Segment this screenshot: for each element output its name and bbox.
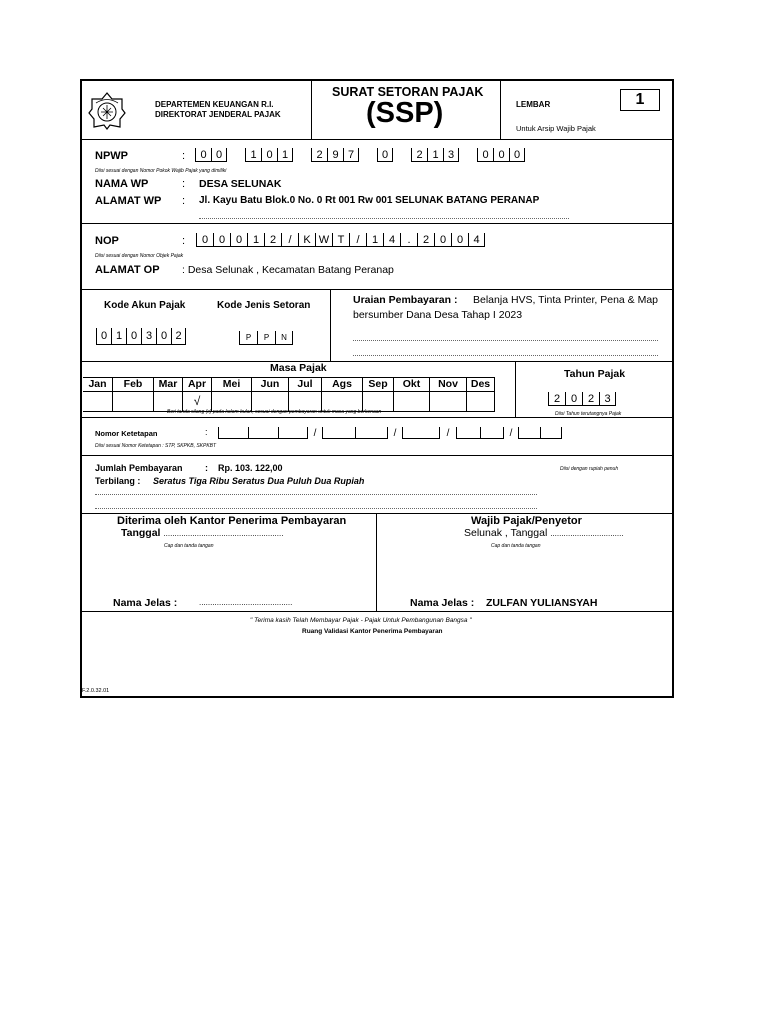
kode-jenis-digit: P — [239, 331, 257, 345]
alamat-op-value: : Desa Selunak , Kecamatan Batang Peranap — [182, 264, 394, 276]
nop-label: NOP — [95, 235, 119, 247]
nama-wp-colon: : — [182, 178, 186, 190]
month-header: Nov — [430, 377, 466, 392]
form-title: SURAT SETORAN PAJAK — [332, 85, 484, 99]
nop-boxes — [196, 233, 485, 247]
npwp-digit: 7 — [343, 148, 359, 162]
lembar-number: 1 — [635, 91, 645, 108]
nop-digit: 0 — [230, 233, 247, 247]
month-column — [113, 377, 154, 412]
thanks-message: " Terima kasih Telah Membayar Pajak - Pajak Untuk Pembangunan Bangsa " — [250, 617, 472, 624]
nop-digit: 0 — [451, 233, 468, 247]
nop-digit: 2 — [264, 233, 281, 247]
nomor-ketetapan-note: Diisi sesuai Nomor Ketetapan : STP, SKPKB, SKPKBT — [95, 443, 217, 449]
penyetor-nama-value: ZULFAN YULIANSYAH — [486, 597, 598, 609]
npwp-digit: 1 — [427, 148, 443, 162]
penerima-nama-dots: .......................................... — [199, 598, 293, 607]
penyetor-tanggal-dots: ................................. — [550, 529, 624, 538]
month-column — [154, 377, 183, 412]
month-column — [252, 377, 289, 412]
tahun-pajak-digit: 3 — [599, 392, 616, 406]
uraian-line1: Belanja HVS, Tinta Printer, Pena & Map — [473, 294, 659, 306]
month-header: Mei — [212, 377, 251, 392]
npwp-digit: 0 — [477, 148, 493, 162]
nama-wp-label: NAMA WP — [95, 178, 149, 190]
penyetor-tanggal — [464, 527, 624, 539]
masa-pajak-table — [83, 377, 495, 412]
month-header: Jul — [289, 377, 321, 392]
tahun-pajak-note: Diisi Tahun terutangnya Pajak — [555, 411, 622, 417]
kode-akun-digit: 0 — [96, 328, 111, 345]
month-column — [212, 377, 252, 412]
month-column — [183, 377, 212, 412]
nop-colon: : — [182, 235, 186, 247]
nop-digit: 4 — [468, 233, 485, 247]
nop-digit: 4 — [383, 233, 400, 247]
lembar-note: Untuk Arsip Wajib Pajak — [516, 124, 596, 133]
month-column — [363, 377, 394, 412]
terbilang-value: Seratus Tiga Ribu Seratus Dua Puluh Dua Rupiah — [153, 476, 365, 486]
nomor-ketetapan-boxes: / / / / — [218, 427, 562, 439]
npwp-digit: 0 — [261, 148, 277, 162]
kode-akun-digit: 3 — [141, 328, 156, 345]
masa-pajak-label: Masa Pajak — [270, 362, 327, 374]
tahun-pajak-boxes — [548, 392, 616, 406]
uraian-line2: bersumber Dana Desa Tahap I 2023 — [353, 309, 523, 321]
alamat-wp-label: ALAMAT WP — [95, 195, 162, 207]
nop-note: Diisi sesuai dengan Nomor Objek Pajak — [95, 253, 184, 259]
month-column — [430, 377, 467, 412]
npwp-digit: 0 — [377, 148, 393, 162]
month-column — [322, 377, 363, 412]
nomor-ketetapan-colon: : — [205, 427, 208, 437]
nop-digit: T — [332, 233, 349, 247]
nop-digit: 0 — [196, 233, 213, 247]
directorate-name: DIREKTORAT JENDERAL PAJAK — [155, 110, 281, 119]
npwp-digit: 0 — [493, 148, 509, 162]
tahun-pajak-digit: 2 — [548, 392, 565, 406]
validasi-label: Ruang Validasi Kantor Penerima Pembayaran — [302, 628, 443, 635]
kode-akun-digit: 2 — [171, 328, 186, 345]
tahun-pajak-label: Tahun Pajak — [564, 368, 626, 380]
npwp-digit: 0 — [509, 148, 525, 162]
npwp-colon: : — [182, 150, 186, 162]
ministry-emblem-icon — [88, 91, 126, 131]
penerima-title: Diterima oleh Kantor Penerima Pembayaran — [117, 515, 347, 527]
lembar-number-box — [620, 89, 660, 111]
kode-akun-label: Kode Akun Pajak — [104, 300, 186, 311]
npwp-boxes — [195, 148, 525, 162]
nop-digit: K — [298, 233, 315, 247]
jumlah-note: Diisi dengan rupiah penuh — [560, 466, 619, 472]
alamat-wp-value: Jl. Kayu Batu Blok.0 No. 0 Rt 001 Rw 001 SELUNAK BATANG PERANAP — [199, 195, 540, 206]
nop-digit: 0 — [213, 233, 230, 247]
month-check-cell — [113, 392, 153, 412]
kode-jenis-label: Kode Jenis Setoran — [217, 300, 311, 311]
kode-akun-digit: 0 — [126, 328, 141, 345]
month-check-cell — [83, 392, 112, 412]
month-header: Feb — [113, 377, 153, 392]
penyetor-tanggal-text: Selunak , Tanggal — [464, 527, 548, 539]
penerima-tanggal-label: Tanggal — [121, 527, 161, 539]
nop-digit: 0 — [434, 233, 451, 247]
masa-pajak-note: Beri tanda silang (x) pada kolom bulan, sesuai dengan pembayaran untuk masa yang berkenaan — [167, 409, 382, 415]
terbilang-label: Terbilang : — [95, 476, 141, 486]
penerima-tanggal — [121, 527, 283, 539]
nop-digit: W — [315, 233, 332, 247]
npwp-digit: 1 — [245, 148, 261, 162]
kode-akun-digit: 0 — [156, 328, 171, 345]
form-id: F.2.0.32.01 — [82, 688, 110, 694]
penerima-tanggal-dots: ...................................................... — [163, 529, 284, 538]
month-header: Jan — [83, 377, 112, 392]
month-header: Mar — [154, 377, 182, 392]
penerima-nama-label: Nama Jelas : — [113, 597, 178, 609]
penyetor-title: Wajib Pajak/Penyetor — [471, 515, 582, 527]
form-code: (SSP) — [366, 97, 444, 129]
npwp-digit: 2 — [411, 148, 427, 162]
ssp-form — [80, 79, 674, 698]
penyetor-cap-note: Cap dan tanda tangan — [491, 543, 541, 549]
kode-jenis-digit: N — [275, 331, 293, 345]
lembar-label: LEMBAR — [516, 100, 551, 109]
npwp-label: NPWP — [95, 150, 128, 162]
month-header: Des — [467, 377, 494, 392]
npwp-digit: 2 — [311, 148, 327, 162]
tahun-pajak-digit: 0 — [565, 392, 582, 406]
department-name: DEPARTEMEN KEUANGAN R.I. — [155, 100, 274, 109]
nama-wp-value: DESA SELUNAK — [199, 178, 282, 190]
nop-digit: / — [281, 233, 298, 247]
alamat-wp-colon: : — [182, 195, 186, 207]
penerima-cap-note: Cap dan tanda tangan — [164, 543, 214, 549]
nop-digit: 1 — [247, 233, 264, 247]
penyetor-nama-label: Nama Jelas : — [410, 597, 475, 609]
month-column — [289, 377, 322, 412]
month-header: Jun — [252, 377, 288, 392]
month-header: Ags — [322, 377, 362, 392]
month-column — [83, 377, 113, 412]
nop-digit: 1 — [366, 233, 383, 247]
npwp-digit: 0 — [211, 148, 227, 162]
npwp-digit: 3 — [443, 148, 459, 162]
month-header: Okt — [394, 377, 429, 392]
nop-digit: / — [349, 233, 366, 247]
month-column — [394, 377, 430, 412]
npwp-note: Diisi sesuai dengan Nomor Pokok Wajib Pajak yang dimiliki — [95, 168, 227, 174]
uraian-label: Uraian Pembayaran : — [353, 294, 458, 306]
nop-digit: . — [400, 233, 417, 247]
kode-akun-boxes — [96, 328, 186, 345]
month-header: Sep — [363, 377, 393, 392]
npwp-digit: 0 — [195, 148, 211, 162]
npwp-digit: 9 — [327, 148, 343, 162]
month-check-cell — [467, 392, 494, 412]
month-check-cell — [394, 392, 429, 412]
jumlah-colon: : — [205, 463, 208, 473]
month-check-cell — [430, 392, 466, 412]
npwp-digit: 1 — [277, 148, 293, 162]
kode-akun-digit: 1 — [111, 328, 126, 345]
tahun-pajak-digit: 2 — [582, 392, 599, 406]
jumlah-value: Rp. 103. 122,00 — [218, 463, 283, 473]
nop-digit: 2 — [417, 233, 434, 247]
month-check-cell: √ — [183, 392, 211, 412]
kode-jenis-boxes — [239, 331, 293, 345]
jumlah-label: Jumlah Pembayaran — [95, 463, 183, 473]
month-header: Apr — [183, 377, 211, 392]
nomor-ketetapan-label: Nomor Ketetapan — [95, 429, 158, 438]
kode-jenis-digit: P — [257, 331, 275, 345]
month-column — [467, 377, 495, 412]
alamat-op-label: ALAMAT OP — [95, 264, 160, 276]
